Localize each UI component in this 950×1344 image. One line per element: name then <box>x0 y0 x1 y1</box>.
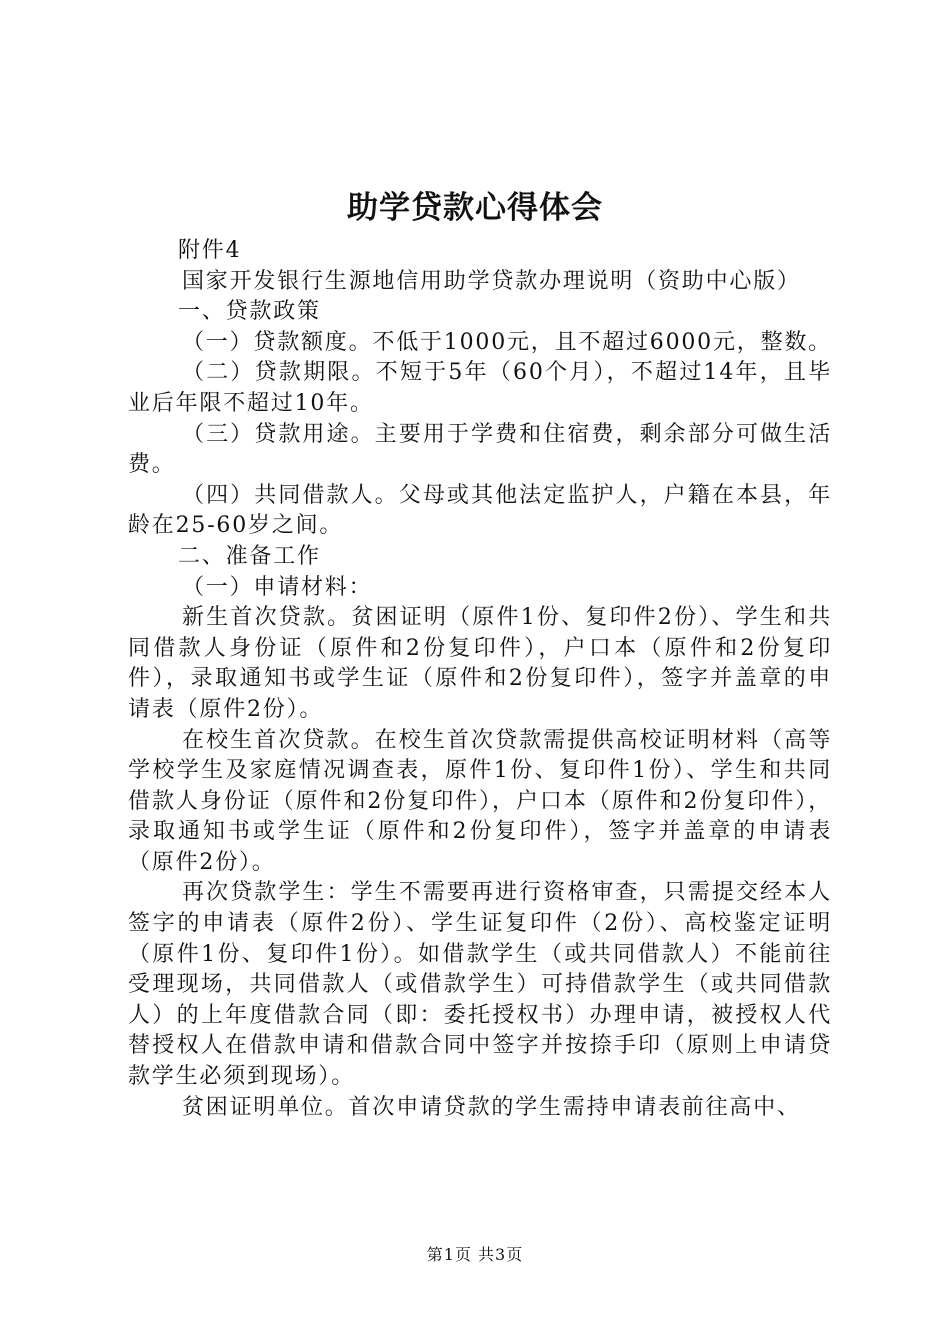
paragraph-loan-amount: （一）贷款额度。不低于1000元，且不超过6000元，整数。 <box>182 329 832 355</box>
subsection-heading-materials: （一）申请材料： <box>182 574 373 600</box>
page-footer: 第1页 共3页 <box>426 1245 524 1264</box>
paragraph-poverty-proof: 贫困证明单位。首次申请贷款的学生需持申请表前往高中、 <box>182 1094 801 1120</box>
paragraph-loan-use: （三）贷款用途。主要用于学费和住宿费，剩余部分可做生活费。 <box>128 421 832 478</box>
page-title: 助学贷款心得体会 <box>347 190 603 226</box>
paragraph-new-student: 新生首次贷款。贫困证明（原件1份、复印件2份）、学生和共同借款人身份证（原件和2份复印件），户口本（原件和2份复印件），录取通知书或学生证（原件和2份复印件），签字并盖章的申请表（原件2份）。 <box>128 605 832 722</box>
paragraph-co-borrower: （四）共同借款人。父母或其他法定监护人，户籍在本县，年龄在25-60岁之间。 <box>128 482 832 539</box>
section-heading-1: 一、贷款政策 <box>178 299 321 325</box>
attachment-label: 附件4 <box>178 238 242 263</box>
paragraph-loan-term: （二）贷款期限。不短于5年（60个月），不超过14年，且毕业后年限不超过10年。 <box>128 360 832 416</box>
paragraph-repeat-loan: 再次贷款学生：学生不需要再进行资格审查，只需提交经本人签字的申请表（原件2份）、学生证复印件（2份）、高校鉴定证明（原件1份、复印件1份）。如借款学生（或共同借款人）不能前往受理现场，共同借款人（或借款学生）可持借款学生（或共同借款人）的上年度借款合同（即：委托授权书）办理申请，被授权人代替授权人在借款申请和借款合同中签字并按捺手印（原则上申请贷款学生必须到现场）。 <box>128 880 832 1090</box>
document-subtitle: 国家开发银行生源地信用助学贷款办理说明（资助中心版） <box>182 268 801 294</box>
paragraph-current-student: 在校生首次贷款。在校生首次贷款需提供高校证明材料（高等学校学生及家庭情况调查表，原件1份、复印件1份）、学生和共同借款人身份证（原件和2份复印件），户口本（原件和2份复印件），录取通知书或学生证（原件和2份复印件），签字并盖章的申请表（原件2份）。 <box>128 727 832 875</box>
section-heading-2: 二、准备工作 <box>178 543 321 569</box>
document-body <box>128 236 832 1123</box>
